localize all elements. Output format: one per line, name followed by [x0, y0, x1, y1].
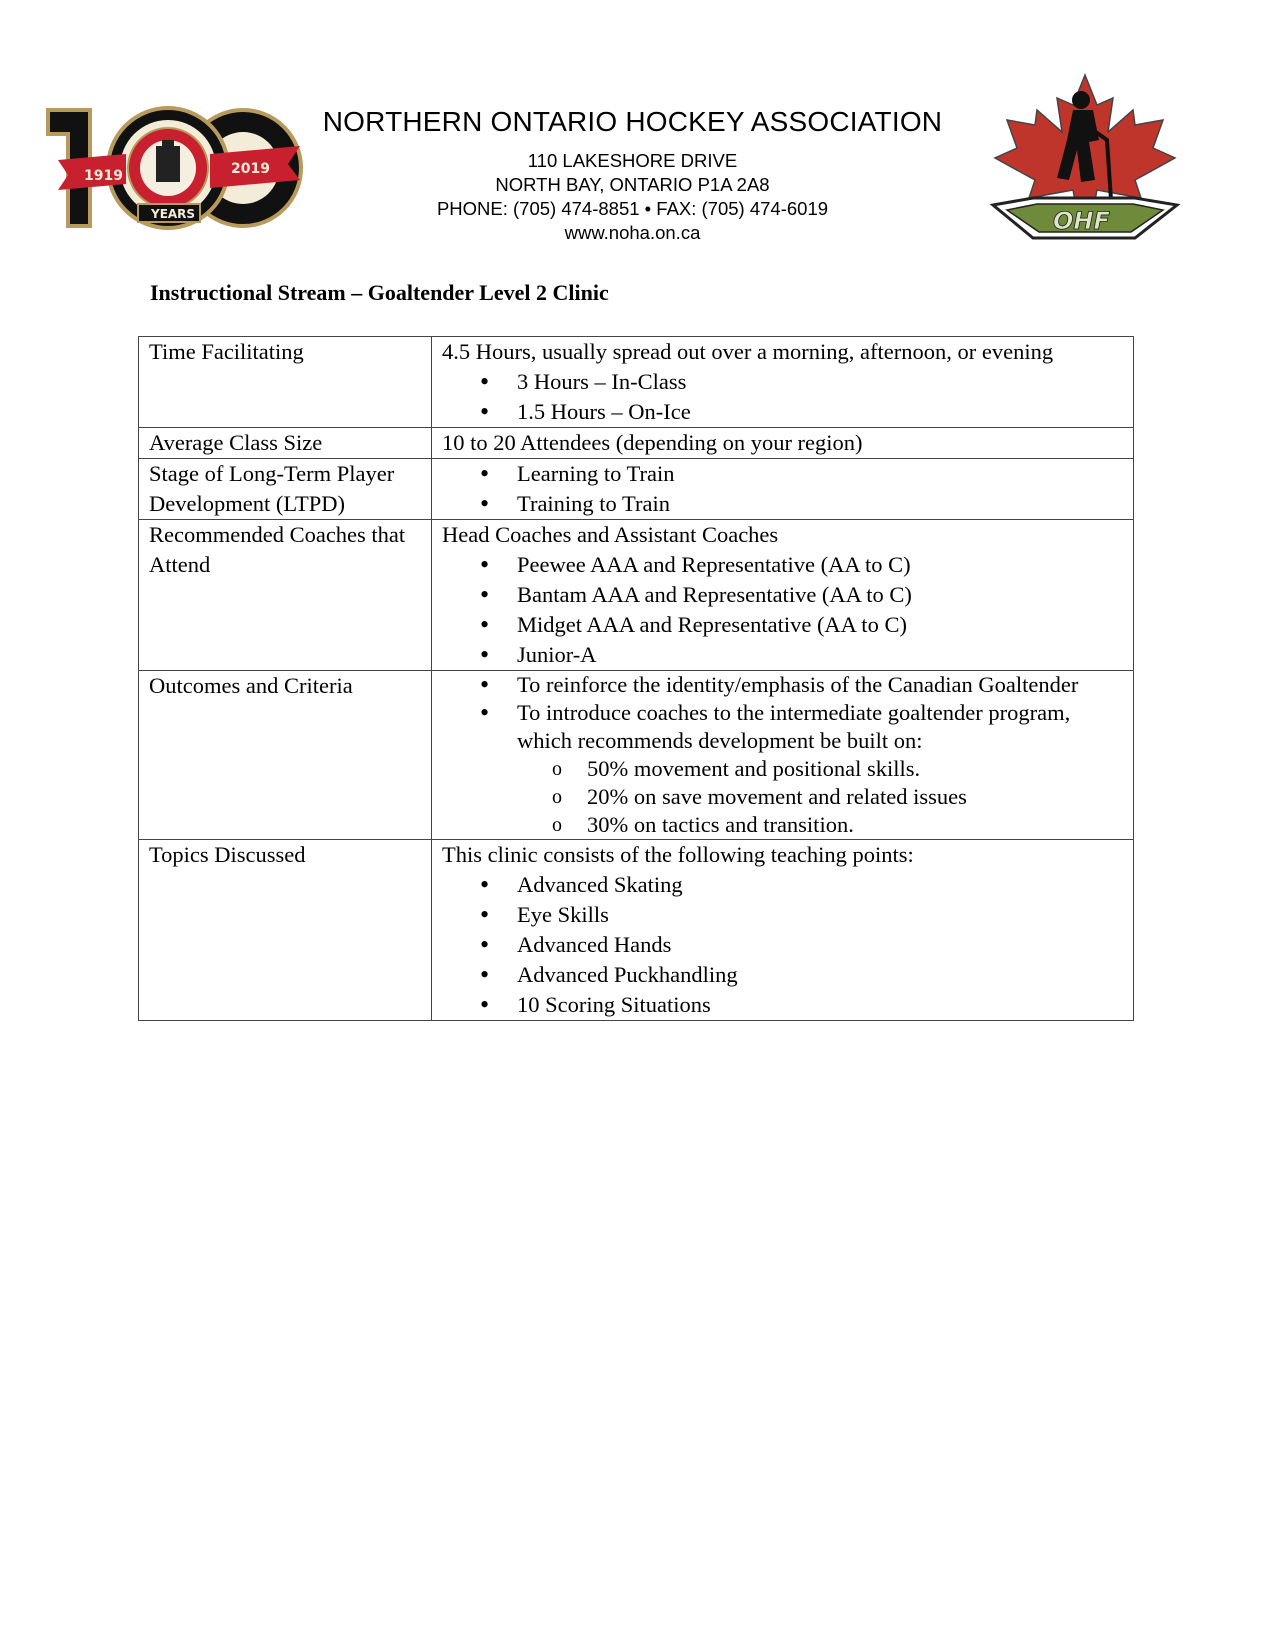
year-end-text: 2019: [231, 161, 270, 177]
list-item: • 1.5 Hours – On-Ice: [442, 397, 1125, 427]
list-item: • Advanced Hands: [442, 930, 1125, 960]
website-link[interactable]: www.noha.on.ca: [564, 222, 701, 243]
table-row-time: [139, 337, 1134, 428]
table-row-class-size: [139, 428, 1134, 459]
row-label: Topics Discussed: [139, 840, 432, 1021]
row-value: [432, 520, 1134, 671]
ohf-text: OHF: [1053, 207, 1110, 235]
row-label: Stage of Long-Term Player Development (LTPD): [139, 459, 432, 520]
list-item: • Peewee AAA and Representative (AA to C): [442, 550, 1125, 580]
list-item: • 10 Scoring Situations: [442, 990, 1125, 1020]
letterhead: [300, 105, 965, 245]
row-value: [432, 337, 1134, 428]
row-intro: 10 to 20 Attendees (depending on your region): [442, 430, 863, 455]
years-label: YEARS: [151, 207, 196, 221]
table-row-topics: [139, 840, 1134, 1021]
sub-list-item: o 20% on save movement and related issues: [442, 783, 1125, 811]
noha-100-years-logo: [38, 100, 313, 240]
table-row-outcomes: [139, 671, 1134, 840]
phone-fax: PHONE: (705) 474-8851 • FAX: (705) 474-6019: [436, 198, 829, 219]
row-label: Outcomes and Criteria: [139, 671, 432, 840]
ohf-maple-leaf-logo: [985, 70, 1185, 255]
list-item: • Learning to Train: [442, 459, 1125, 489]
row-label: Recommended Coaches that Attend: [139, 520, 432, 671]
table-row-coaches: [139, 520, 1134, 671]
address-line-2: NORTH BAY, ONTARIO P1A 2A8: [495, 174, 770, 195]
row-value: [432, 428, 1134, 459]
row-label: Time Facilitating: [139, 337, 432, 428]
list-item: • Eye Skills: [442, 900, 1125, 930]
row-intro: Head Coaches and Assistant Coaches: [442, 522, 779, 547]
row-intro: 4.5 Hours, usually spread out over a morning, afternoon, or evening: [442, 339, 1054, 364]
row-label: Average Class Size: [139, 428, 432, 459]
list-item: • Junior-A: [442, 640, 1125, 670]
list-item: • Advanced Puckhandling: [442, 960, 1125, 990]
list-item: • Bantam AAA and Representative (AA to C): [442, 580, 1125, 610]
address-line-1: 110 LAKESHORE DRIVE: [527, 150, 738, 171]
list-item: • To reinforce the identity/emphasis of the Canadian Goaltender: [442, 671, 1125, 699]
row-intro: This clinic consists of the following teaching points:: [442, 842, 914, 867]
list-item: • Midget AAA and Representative (AA to C): [442, 610, 1125, 640]
list-item: • Advanced Skating: [442, 870, 1125, 900]
sub-list-item: o 30% on tactics and transition.: [442, 811, 1125, 839]
row-value: [432, 671, 1134, 840]
row-value: [432, 459, 1134, 520]
table-row-ltpd: [139, 459, 1134, 520]
document-title: Instructional Stream – Goaltender Level 2 Clinic: [150, 280, 609, 305]
organization-name: NORTHERN ONTARIO HOCKEY ASSOCIATION: [322, 106, 943, 137]
sub-list-item: o 50% movement and positional skills.: [442, 755, 1125, 783]
list-item: • Training to Train: [442, 489, 1125, 519]
row-value: [432, 840, 1134, 1021]
clinic-info-table: [138, 336, 1134, 1021]
year-start-text: 1919: [84, 168, 123, 184]
list-item: • 3 Hours – In-Class: [442, 367, 1125, 397]
list-item: • To introduce coaches to the intermediate goaltender program, which recommends development be built on:: [442, 699, 1125, 755]
